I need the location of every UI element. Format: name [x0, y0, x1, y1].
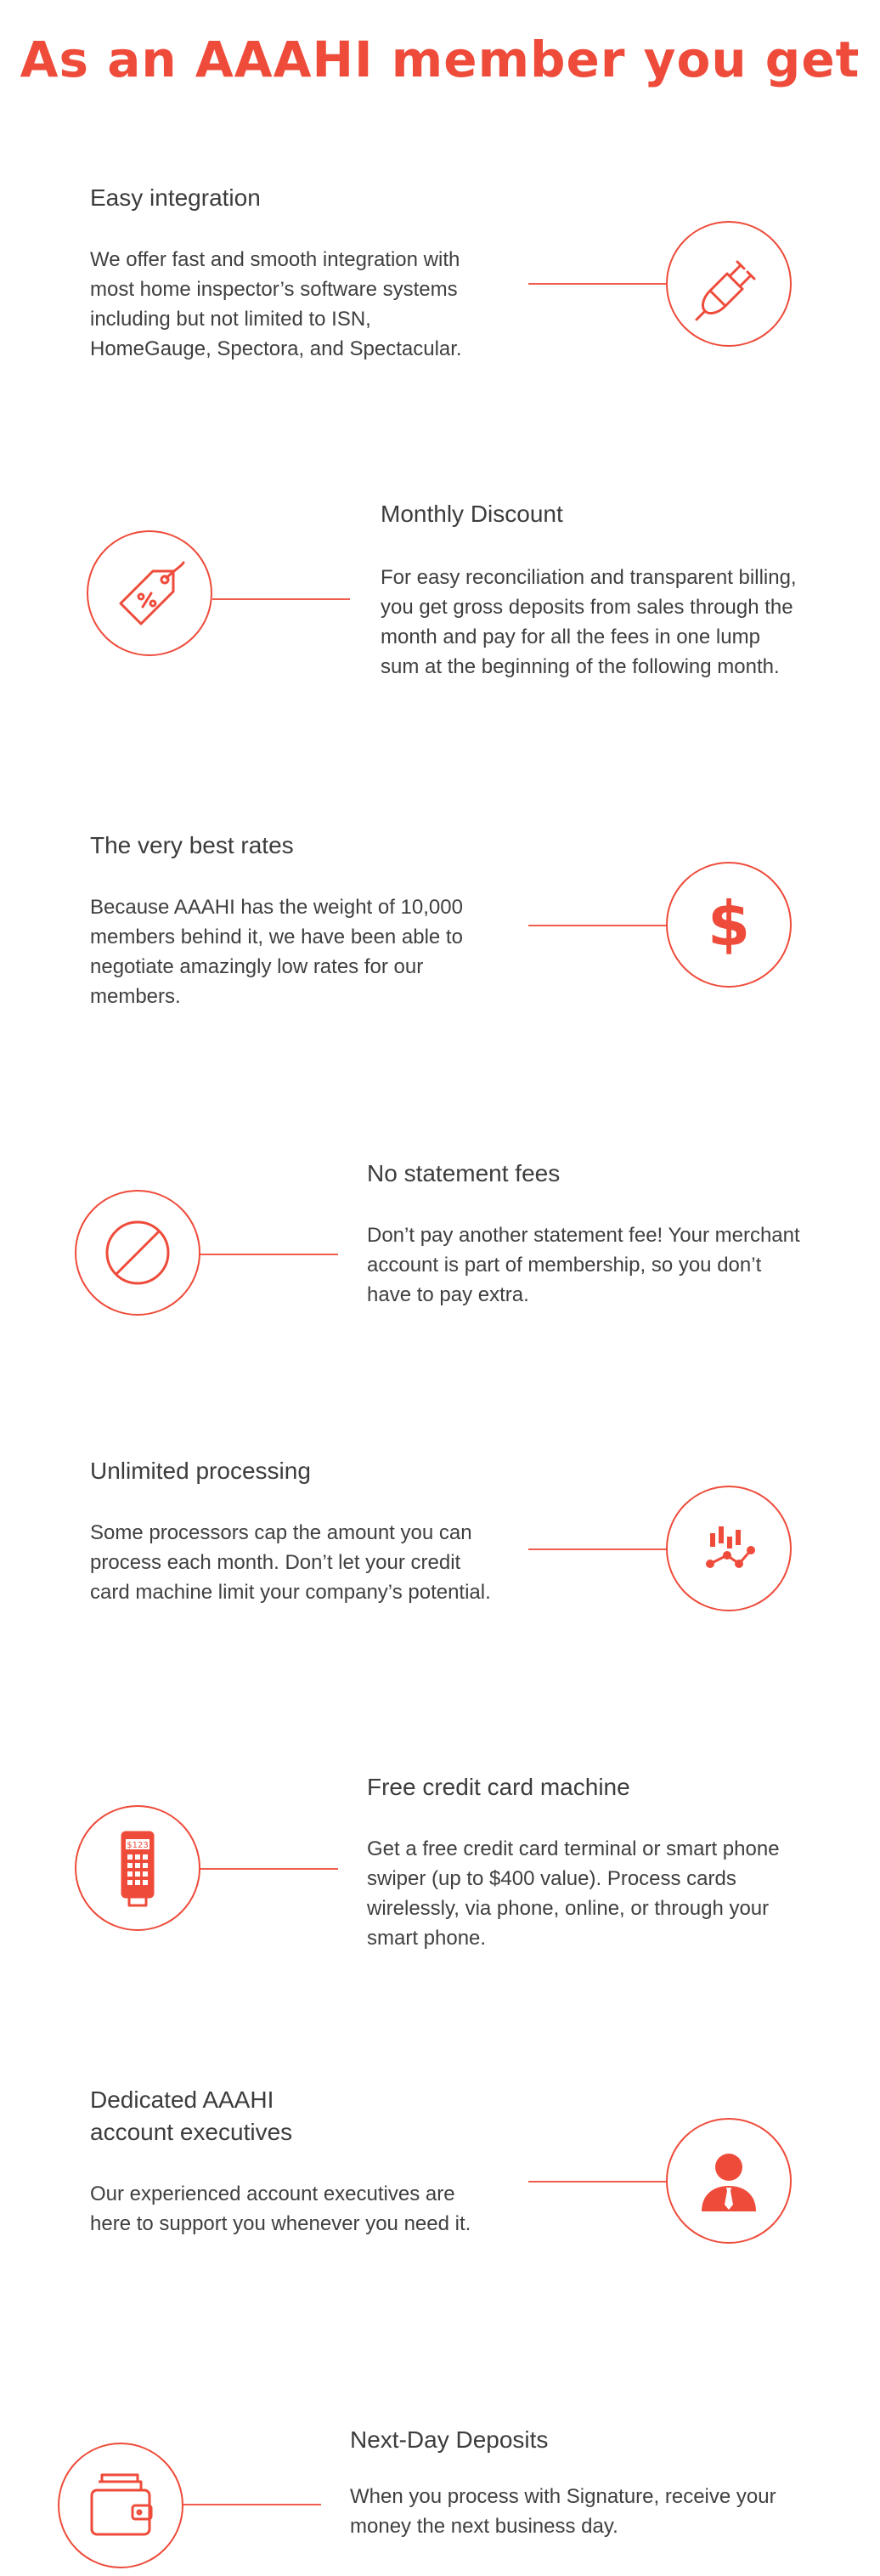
- feature-icon-circle: [75, 1805, 200, 1931]
- feature-title: Unlimited processing: [90, 1458, 311, 1484]
- feature-description: Get a free credit card terminal or smart phone swiper (up to $400 value). Process cards wirelessly, via phone, online, or through your smart phone.: [367, 1837, 780, 1950]
- feature-title: The very best rates: [90, 832, 294, 858]
- connector-line: [212, 598, 350, 600]
- feature-icon-circle: [666, 2118, 792, 2244]
- feature-title: Easy integration: [90, 184, 261, 211]
- feature-title: Dedicated AAAHI account executives: [90, 2086, 293, 2145]
- connector-line: [528, 2181, 668, 2183]
- page-title: As an AAAHI member you get: [20, 31, 860, 88]
- feature-icon-circle: [87, 530, 212, 656]
- feature-description: Because AAAHI has the weight of 10,000 members behind it, we have been able to negotiate amazingly low rates for our members.: [90, 896, 463, 1008]
- price-tag-icon: [88, 532, 211, 654]
- feature-title: Next-Day Deposits: [350, 2426, 549, 2453]
- feature-title: Free credit card machine: [367, 1774, 630, 1800]
- feature-icon-circle: [666, 1486, 792, 1611]
- feature-icon-circle: [666, 221, 792, 347]
- prohibited-icon: [76, 1192, 199, 1314]
- connector-line: [199, 1254, 338, 1255]
- feature-description: For easy reconciliation and transparent billing, you get gross deposits from sales through the month and pay for all the fees in one lump sum at the beginning of the following month.: [381, 566, 797, 678]
- card-terminal-icon: [76, 1807, 199, 1929]
- feature-description: Our experienced account executives are here to support you whenever you need it.: [90, 2183, 471, 2235]
- feature-description: Some processors cap the amount you can process each month. Don’t let your credit card machine limit your company’s potential.: [90, 1521, 491, 1604]
- feature-icon-circle: [58, 2443, 183, 2568]
- plug-icon: [668, 223, 790, 345]
- feature-icon-circle: [75, 1190, 200, 1316]
- chart-icon: [668, 1487, 790, 1610]
- feature-description: When you process with Signature, receive your money the next business day.: [350, 2485, 776, 2538]
- connector-line: [182, 2504, 321, 2505]
- connector-line: [528, 925, 668, 926]
- account-executive-icon: [668, 2120, 790, 2242]
- feature-description: We offer fast and smooth integration with most home inspector’s software systems including but not limited to ISN, HomeGauge, Spectora, and Spectacular.: [90, 248, 462, 360]
- connector-line: [528, 283, 668, 285]
- connector-line: [528, 1548, 668, 1550]
- feature-title: No statement fees: [367, 1160, 561, 1186]
- wallet-icon: [59, 2444, 182, 2567]
- feature-description: Don’t pay another statement fee! Your merchant account is part of membership, so you don’t have to pay extra.: [367, 1224, 800, 1306]
- terminal-screen-text: $123: [127, 1841, 149, 1850]
- dollar-icon: [668, 863, 790, 986]
- connector-line: [199, 1868, 338, 1870]
- svg-text:$: $: [707, 888, 751, 960]
- feature-icon-circle: [666, 862, 792, 988]
- feature-title: Monthly Discount: [381, 501, 563, 527]
